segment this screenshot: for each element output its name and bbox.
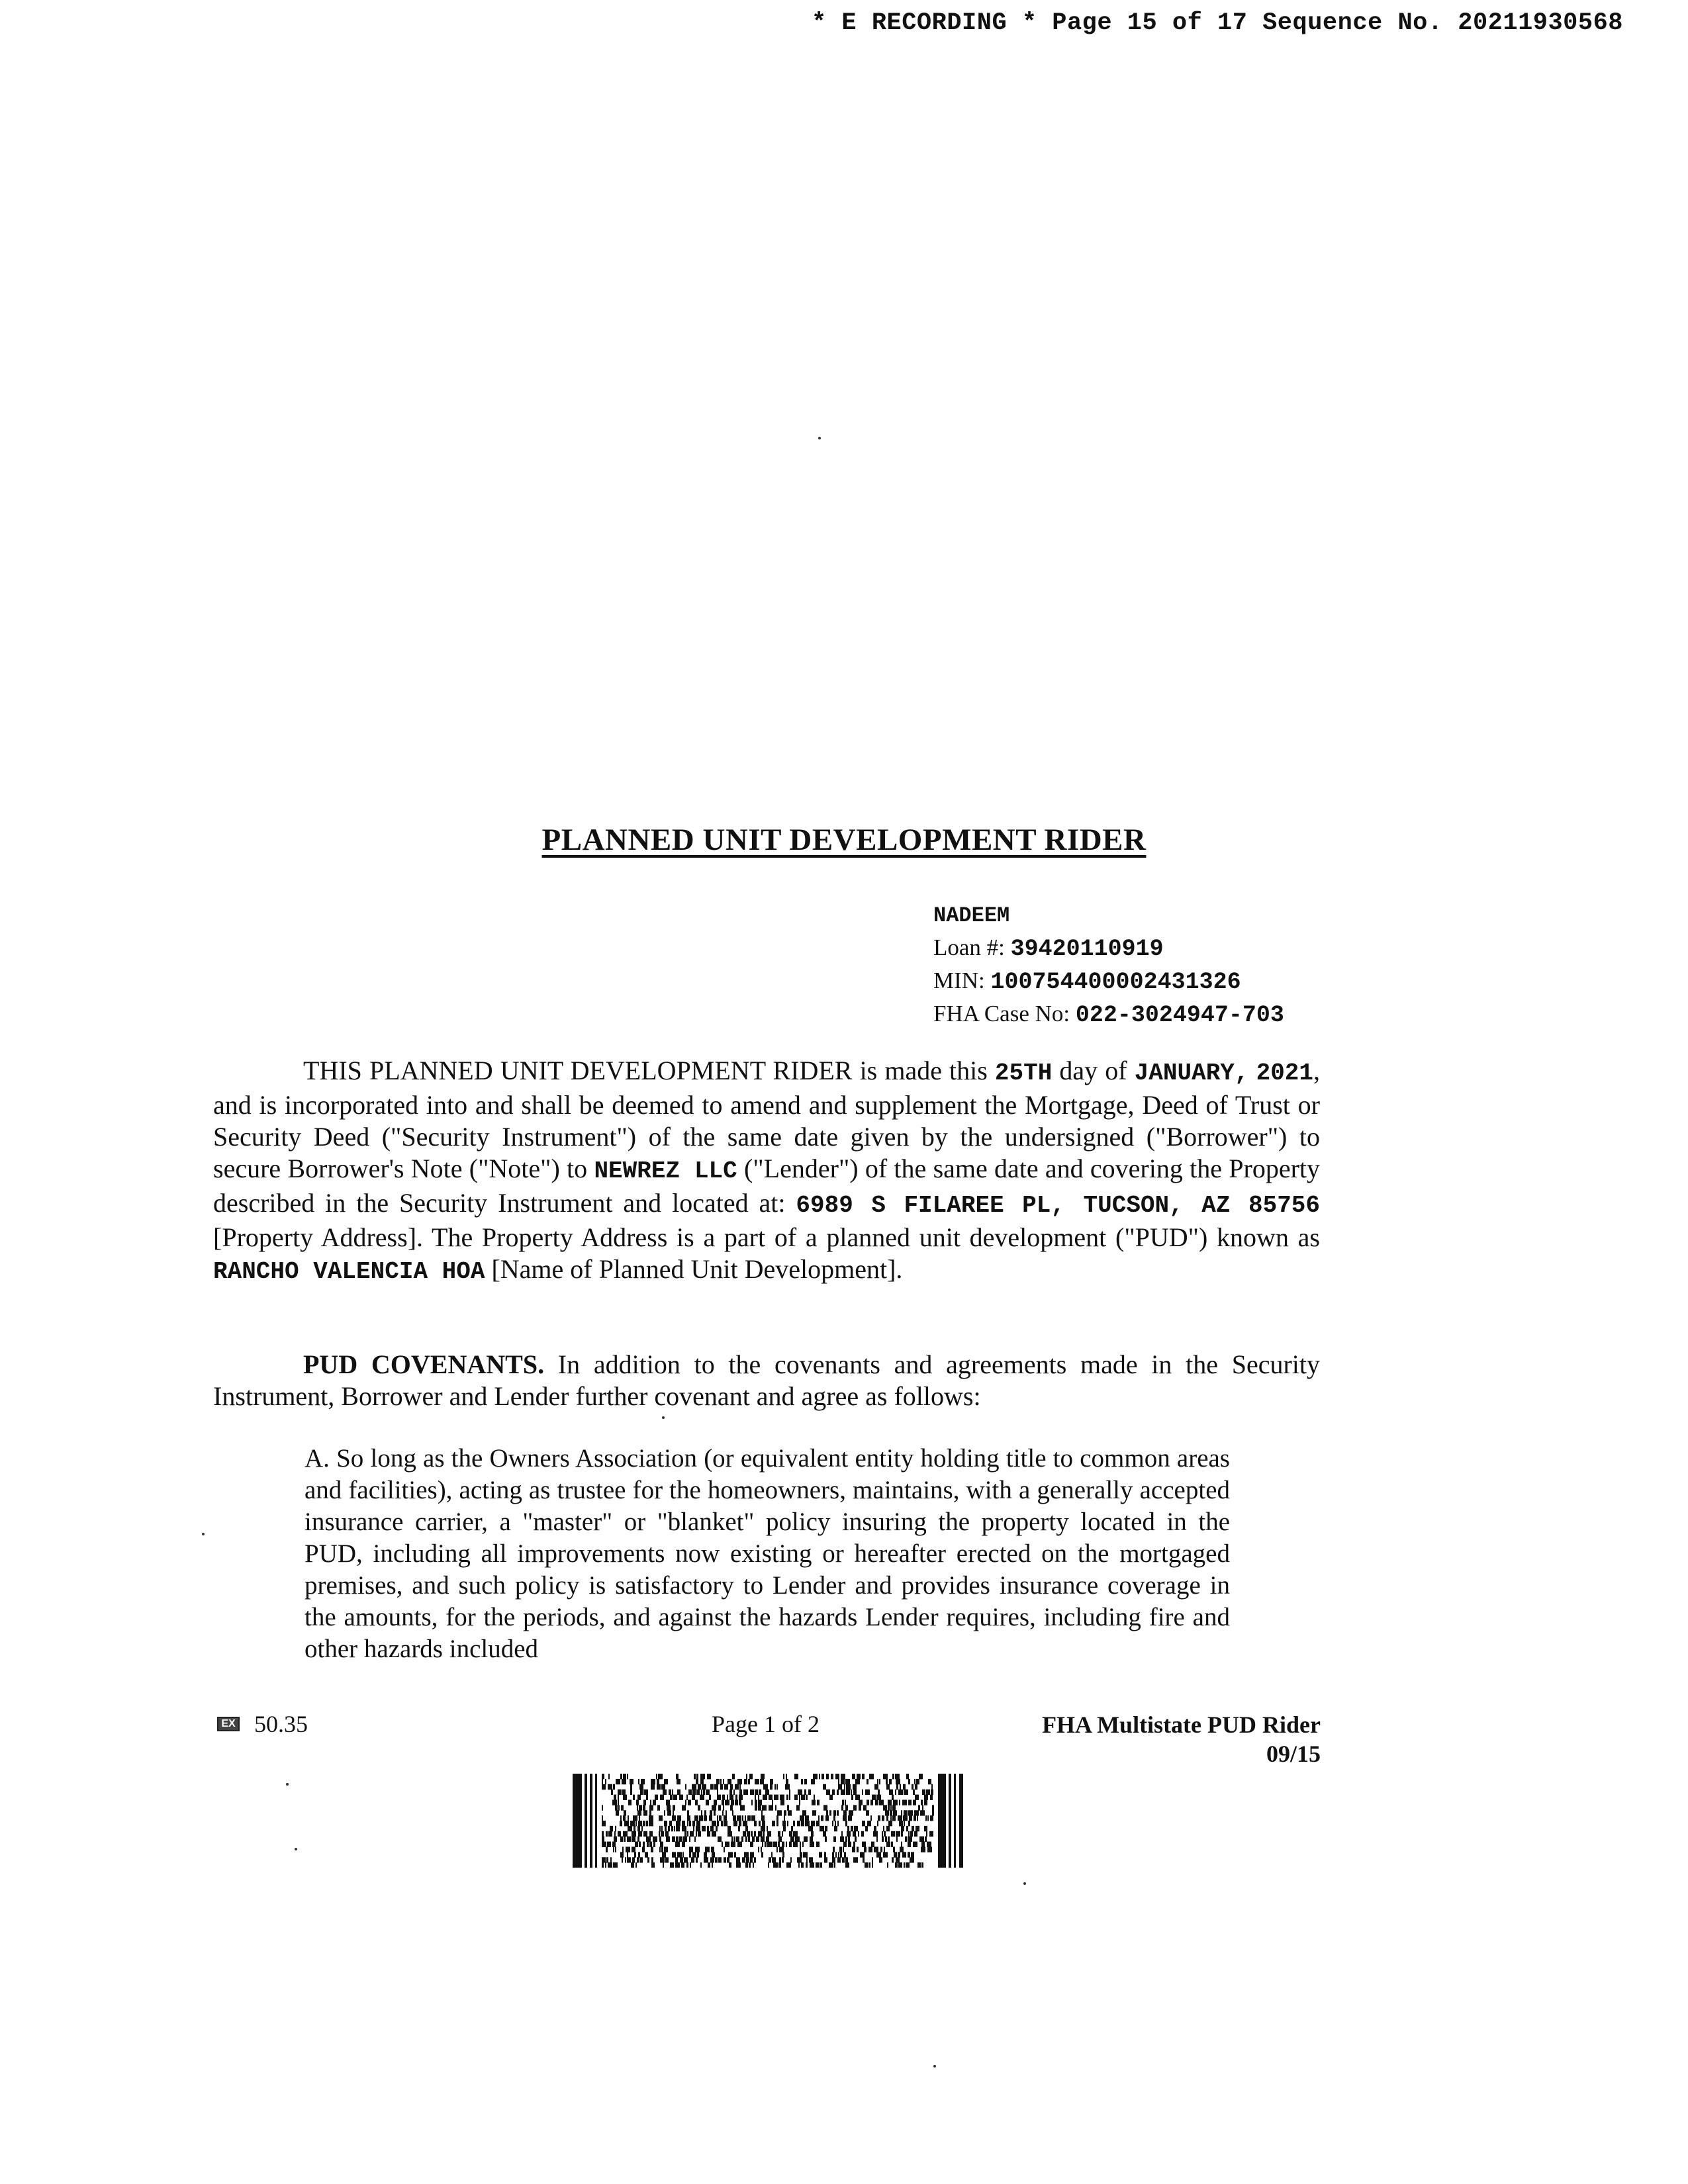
form-title-block	[1042, 1710, 1321, 1768]
pud-covenants-paragraph	[213, 1349, 1320, 1412]
recording-header: * E RECORDING * Page 15 of 17 Sequence No. 20211930568	[812, 9, 1623, 37]
property-address: 6989 S FILAREE PL, TUCSON, AZ 85756	[796, 1192, 1320, 1219]
ellie-mae-form-icon: EX	[217, 1717, 240, 1731]
scan-speck	[295, 1848, 297, 1850]
scan-speck	[286, 1783, 289, 1786]
pud-name: RANCHO VALENCIA HOA	[213, 1258, 485, 1285]
scan-speck	[202, 1533, 205, 1535]
min-number: 100754400002431326	[990, 969, 1241, 995]
form-date: 09/15	[1266, 1741, 1321, 1767]
loan-label: Loan #:	[933, 934, 1005, 960]
intro-text-6: [Property Address]. The Property Address is a part of a planned unit development ("PUD") known as	[213, 1222, 1320, 1252]
scan-speck	[933, 2065, 936, 2068]
rider-month: JANUARY,	[1134, 1060, 1249, 1087]
intro-text-7: [Name of Planned Unit Development].	[485, 1254, 903, 1284]
min-number-line	[933, 965, 1284, 998]
loan-info-block	[933, 900, 1284, 1031]
scan-speck	[818, 437, 821, 439]
pud-covenants-heading: PUD COVENANTS.	[303, 1349, 545, 1379]
form-title: FHA Multistate PUD Rider	[1042, 1711, 1321, 1738]
rider-year: 2021	[1256, 1060, 1314, 1087]
pdf417-barcode-icon	[573, 1774, 964, 1868]
scan-speck	[662, 1416, 665, 1419]
fha-case-line	[933, 998, 1284, 1031]
lender-name: NEWREZ LLC	[594, 1158, 737, 1185]
fha-label: FHA Case No:	[933, 1001, 1070, 1026]
covenant-a-paragraph: A. So long as the Owners Association (or equivalent entity holding title to common areas and facilities), acting as trustee for the homeowners, maintains, with a generally accepted insurance carrier, a "master" or "blanket" policy insuring the property located in the PUD, including all improvements now existing or hereafter erected on the mortgaged premises, and such policy is satisfactory to Lender and provides insurance coverage in the amounts, for the periods, and against the hazards Lender requires, including fire and other hazards included	[305, 1444, 1230, 1663]
intro-text-5: ("Lender") of the same date and covering the Property described in the Security Instrument and located at:	[213, 1154, 1321, 1218]
rider-day: 25TH	[994, 1060, 1053, 1087]
loan-number-line	[933, 932, 1284, 965]
intro-text-1: THIS PLANNED UNIT DEVELOPMENT RIDER is made this	[303, 1056, 995, 1085]
borrower-name: NADEEM	[933, 903, 1010, 928]
form-number: 50.35	[254, 1711, 308, 1737]
page-number: Page 1 of 2	[712, 1711, 820, 1737]
min-label: MIN:	[933, 968, 985, 993]
intro-text-2: day of	[1052, 1056, 1135, 1085]
intro-text-3	[1249, 1056, 1256, 1085]
loan-number: 39420110919	[1010, 936, 1164, 962]
intro-text-4: , and is incorporated into and shall be deemed to amend and supplement the Mortgage, Deed of Trust or Security Deed ("Security Instrument") of the same date given by the undersigned ("Borrower") to secure Borrower's Note ("Note") to	[213, 1056, 1321, 1183]
rider-intro-paragraph	[213, 1055, 1320, 1288]
document-title: PLANNED UNIT DEVELOPMENT RIDER	[541, 823, 1147, 857]
scan-speck	[1023, 1882, 1026, 1885]
fha-case-number: 022-3024947-703	[1075, 1002, 1284, 1028]
form-number-block	[217, 1710, 308, 1738]
pud-covenants-text: In addition to the covenants and agreements made in the Security Instrument, Borrower and Lender further covenant and agree as follows:	[213, 1349, 1321, 1411]
